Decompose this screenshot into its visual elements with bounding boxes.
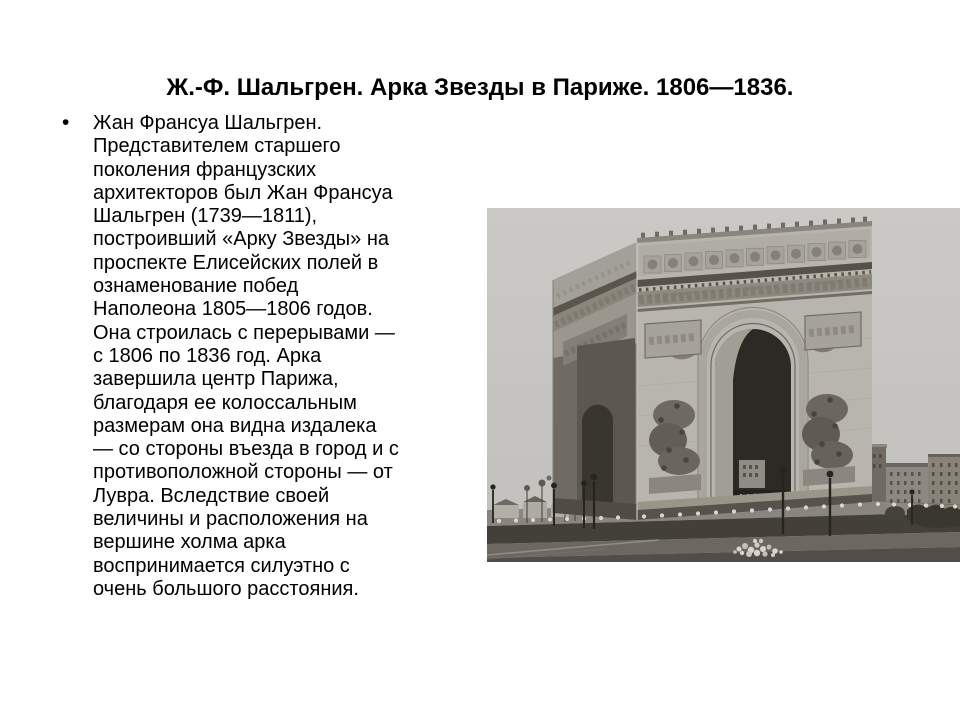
body-line: построивший «Арку Звезды» на	[93, 228, 390, 251]
body-line: архитекторов был Жан Франсуа	[93, 181, 393, 204]
body-text	[93, 112, 493, 601]
body-line: Лувра. Вследствие своей	[93, 484, 330, 507]
slide-title: Ж.-Ф. Шальгрен. Арка Звезды в Париже. 1806—1836.	[166, 74, 794, 101]
body-line: воспринимается силуэтно с	[93, 554, 350, 577]
body-line: очень большого расстояния.	[93, 577, 359, 600]
body-line: с 1806 по 1836 год. Арка	[93, 344, 322, 367]
body-line: Наполеона 1805—1806 годов.	[93, 298, 373, 321]
body-line: проспекте Елисейских полей в	[93, 251, 379, 274]
body-line: Представителем старшего	[93, 135, 341, 158]
body-line: ознаменование побед	[93, 275, 299, 298]
body-line: Шальгрен (1739—1811),	[93, 205, 318, 228]
arc-de-triomphe-photo	[487, 208, 960, 562]
body-line: противоположной стороны — от	[93, 461, 393, 484]
body-line: — со стороны въезда в город и с	[93, 438, 399, 461]
body-line: благодаря ее колоссальным	[93, 391, 357, 414]
central-arch-opening	[715, 329, 791, 508]
body-line: величины и расположения на	[93, 508, 368, 531]
body-line: размерам она видна издалека	[93, 414, 377, 437]
body-line: Она строилась с перерывами —	[93, 321, 395, 344]
body-line: поколения французских	[93, 158, 317, 181]
body-line: вершине холма арка	[93, 531, 286, 554]
arc-photo-graphic	[487, 208, 960, 562]
body-line: Жан Франсуа Шальгрен.	[93, 112, 323, 134]
body-line: завершила центр Парижа,	[93, 368, 339, 391]
arch-front-face	[637, 217, 872, 520]
bullet-marker: •	[62, 111, 70, 134]
